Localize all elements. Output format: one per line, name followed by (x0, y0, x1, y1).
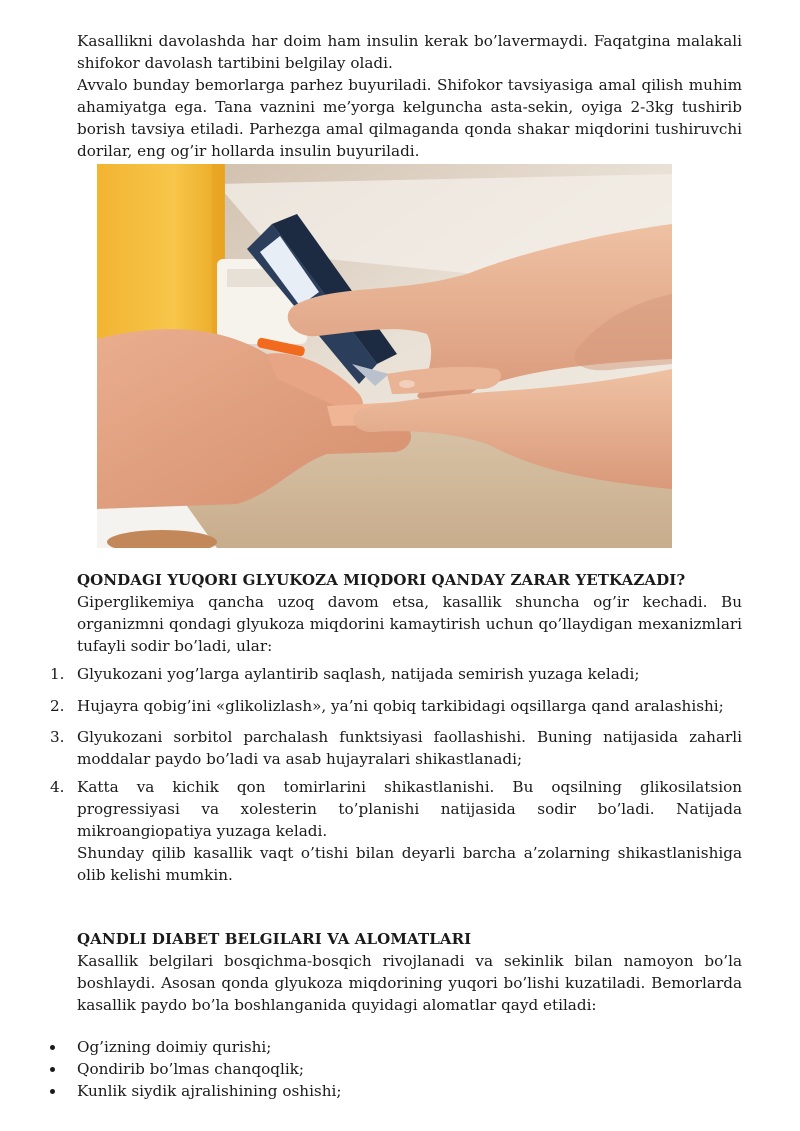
list-item (50, 663, 742, 685)
section-heading-harm: QONDAGI YUQORI GLYUKOZA MIQDORI QANDAY ZARAR YETKAZADI? (77, 571, 686, 589)
symptoms-list (0, 1036, 800, 1102)
section-heading-symptoms: QANDLI DIABET BELGILARI VA ALOMATLARI (77, 930, 472, 948)
section-harm (77, 569, 742, 657)
bullet-icon (50, 1089, 55, 1094)
section-harm-intro: Giperglikemiya qancha uzoq davom etsa, kasallik shuncha og’ir kechadi. Bu organizmni qondagi glyukoza miqdorini kamaytirish uchun qo’llaydigan mexanizmlari tufayli sodir bo’ladi, ular: (77, 593, 742, 655)
list-item-text: Katta va kichik qon tomirlarini shikastlanishi. Bu oqsilning glikosilatsion progressiyasi va xolesterin to’planishi natijasida sodir bo’ladi. Natijada mikroangiopatiya yuzaga keladi. (77, 778, 742, 840)
list-item-text: Glyukozani yog’larga aylantirib saqlash, natijada semirish yuzaga keladi; (77, 665, 640, 683)
list-item-number: 4. (50, 778, 65, 796)
list-item-number: 2. (50, 697, 65, 715)
list-item-text: Og’izning doimiy qurishi; (77, 1038, 272, 1056)
list-item-number: 1. (50, 665, 65, 683)
intro-paragraph-1: Kasallikni davolashda har doim ham insulin kerak bo’lavermaydi. Faqatgina malakali shifokor davolash tartibini belgilay oladi. (77, 32, 742, 72)
list-item (0, 1036, 800, 1058)
list-item-number: 3. (50, 728, 65, 746)
bullet-icon (50, 1067, 55, 1072)
list-item (0, 1080, 800, 1102)
bullet-icon (50, 1045, 55, 1050)
intro-text (77, 30, 742, 162)
glucose-meter-illustration (97, 164, 672, 548)
section-symptoms-intro: Kasallik belgilari bosqichma-bosqich rivojlanadi va sekinlik bilan namoyon bo’la boshlaydi. Asosan qonda glyukoza miqdorining yuqori bo’lishi kuzatiladi. Bemorlarda kasallik paydo bo’la boshlanganida quyidagi alomatlar qayd etiladi: (77, 952, 742, 1014)
list-item-text: Glyukozani sorbitol parchalash funktsiyasi faollashishi. Buning natijasida zaharli moddalar paydo bo’ladi va asab hujayralari shikastlanadi; (77, 728, 742, 768)
intro-paragraph-2: Avvalo bunday bemorlarga parhez buyuriladi. Shifokor tavsiyasiga amal qilish muhim ahamiyatga ega. Tana vaznini me’yorga kelguncha asta-sekin, oyiga 2-3kg tushirib borish tavsiya etiladi. Parhezga amal qilmaganda qonda shakar miqdorini tushiruvchi dorilar, eng og’ir hollarda insulin buyuriladi. (77, 76, 742, 160)
list-item-text: Qondirib bo’lmas chanqoqlik; (77, 1060, 304, 1078)
glucose-test-photo (97, 164, 672, 548)
list-item (50, 776, 742, 886)
section-harm-conclusion: Shunday qilib kasallik vaqt o’tishi bilan deyarli barcha a’zolarning shikastlanishiga olib kelishi mumkin. (77, 844, 742, 884)
section-symptoms (77, 928, 742, 1016)
list-item (0, 1058, 800, 1080)
list-item (50, 726, 742, 770)
list-item-text: Kunlik siydik ajralishining oshishi; (77, 1082, 342, 1100)
list-item (50, 695, 742, 717)
list-item-text: Hujayra qobig’ini «glikolizlash», ya’ni qobiq tarkibidagi oqsillarga qand aralashishi; (77, 697, 724, 715)
